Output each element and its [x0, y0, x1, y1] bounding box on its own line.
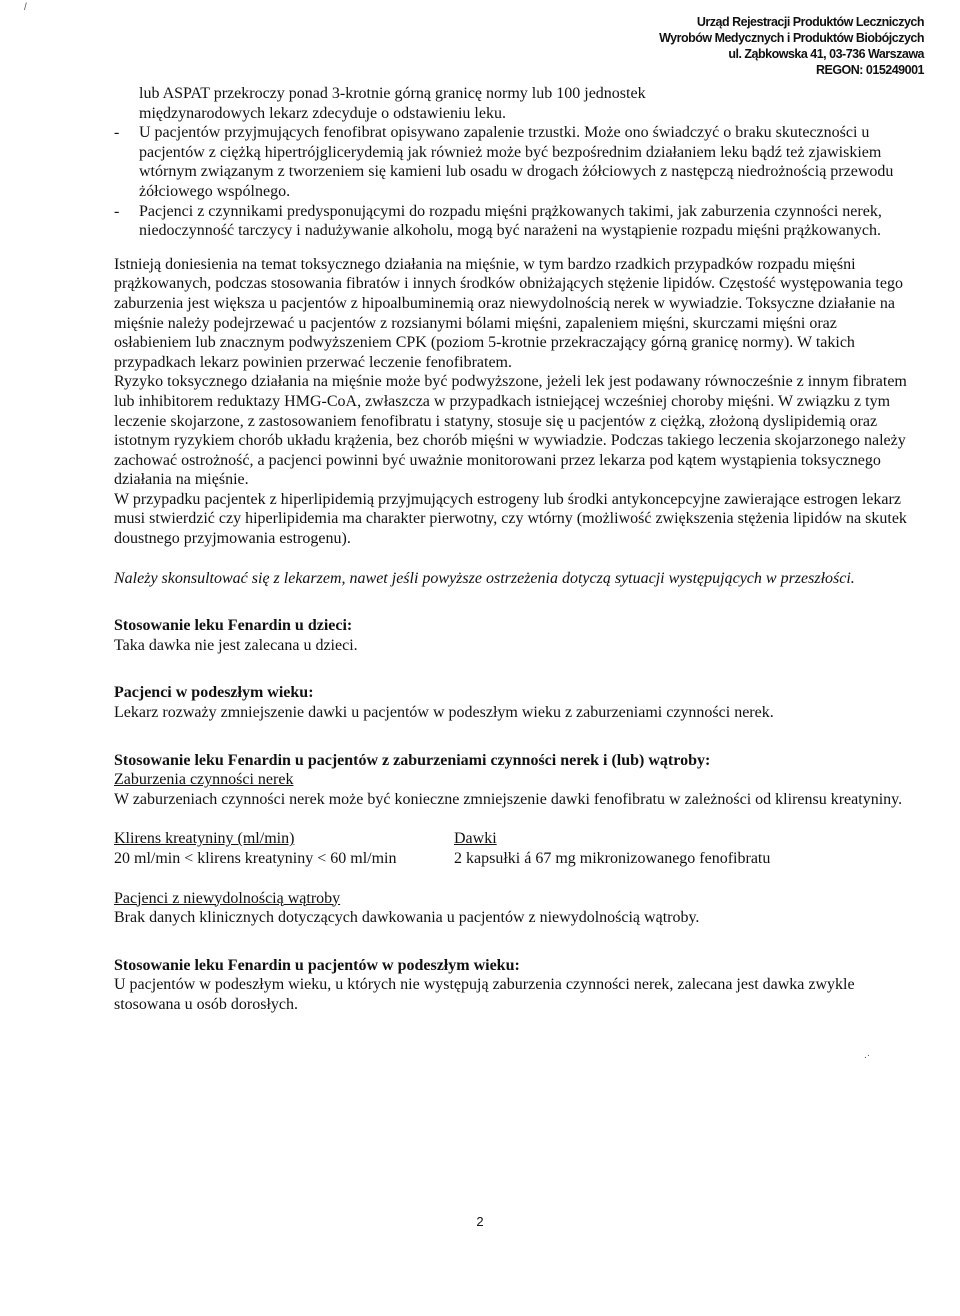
continuation-line-2: międzynarodowych lekarz zdecyduje o odstawieniu leku. — [139, 104, 506, 122]
bullet-pancreatitis — [114, 123, 914, 201]
page-number: 2 — [476, 1214, 484, 1229]
stamp-line-2: Wyrobów Medycznych i Produktów Biobójczych — [659, 31, 924, 45]
document-body — [114, 84, 914, 1015]
text-children: Taka dawka nie jest zalecana u dzieci. — [114, 636, 358, 654]
scan-mark-right: .· — [864, 1050, 871, 1061]
dosage-table-header-row — [114, 829, 834, 849]
stamp-line-3: ul. Ząbkowska 41, 03-736 Warszawa — [728, 47, 924, 61]
dosage-table-row — [114, 849, 834, 869]
dosage-table-header-clearance: Klirens kreatyniny (ml/min) — [114, 830, 295, 848]
registration-office-stamp — [659, 14, 924, 78]
dosage-table-cell-clearance: 20 ml/min < klirens kreatyniny < 60 ml/min — [114, 850, 397, 867]
note-consult-doctor: Należy skonsultować się z lekarzem, nawet jeśli powyższe ostrzeżenia dotyczą sytuacji występujących w przeszłości. — [114, 569, 855, 587]
bullet-pancreatitis-text: U pacjentów przyjmujących fenofibrat opisywano zapalenie trzustki. Może ono świadczyć o braku skuteczności u pacjentów z ciężką hipertrójglicerydemią jak również może być bezpośrednim działaniem leku bądź też zjawiskiem wtórnym związanym z tworzeniem się kamieni lub osadu w drogach żółciowych z następczą niedrożnością przewodu żółciowego wspólnego. — [139, 124, 894, 200]
text-liver: Brak danych klinicznych dotyczących dawkowania u pacjentów z niewydolnością wątroby. — [114, 909, 700, 927]
text-elderly: Lekarz rozważy zmniejszenie dawki u pacjentów w podeszłym wieku z zaburzeniami czynności nerek. — [114, 704, 774, 722]
paragraph-estrogen: W przypadku pacjentek z hiperlipidemią przyjmujących estrogeny lub środki antykoncepcyjne zawierające estrogen lekarz musi stwierdzić czy hiperlipidemia ma charakter pierwotny, czy wtórny (możliwość zwiększenia stężenia lipidów na skutek doustnego przyjmowania estrogenu). — [114, 490, 907, 548]
subheading-liver: Pacjenci z niewydolnością wątroby — [114, 889, 341, 907]
subheading-renal: Zaburzenia czynności nerek — [114, 771, 294, 789]
bullet-dash: - — [114, 124, 120, 142]
heading-renal-hepatic: Stosowanie leku Fenardin u pacjentów z zaburzeniami czynności nerek i (lub) wątroby: — [114, 751, 711, 769]
text-elderly-2: U pacjentów w podeszłym wieku, u których nie występują zaburzenia czynności nerek, zalecana jest dawka zwykle stosowana u osób dorosłych. — [114, 976, 855, 1013]
dosage-table — [114, 829, 834, 868]
stamp-line-4: REGON: 015249001 — [815, 63, 924, 77]
heading-elderly: Pacjenci w podeszłym wieku: — [114, 684, 314, 702]
scan-mark-top-left: / — [24, 2, 27, 13]
text-renal: W zaburzeniach czynności nerek może być konieczne zmniejszenie dawki fenofibratu w zależności od klirensu kreatyniny. — [114, 790, 903, 808]
paragraph-continuation — [139, 84, 914, 123]
bullet-dash: - — [114, 202, 120, 220]
bullet-risk-factors-text: Pacjenci z czynnikami predysponującymi do rozpadu mięśni prążkowanych takimi, jak zaburzenia czynności nerek, niedoczynność tarczycy i nadużywanie alkoholu, mogą być narażeni na wystąpienie rozpadu mięśni prążkowanych. — [139, 202, 882, 240]
dosage-table-cell-dose: 2 kapsułki á 67 mg mikronizowanego fenofibratu — [454, 850, 771, 867]
bullet-risk-factors — [114, 202, 914, 241]
stamp-line-1: Urząd Rejestracji Produktów Leczniczych — [696, 15, 924, 29]
dosage-table-header-dose: Dawki — [454, 830, 497, 848]
heading-children: Stosowanie leku Fenardin u dzieci: — [114, 617, 353, 635]
continuation-line-1: lub ASPAT przekroczy ponad 3-krotnie górną granicę normy lub 100 jednostek — [139, 85, 646, 102]
heading-elderly-2: Stosowanie leku Fenardin u pacjentów w podeszłym wieku: — [114, 956, 520, 974]
paragraph-muscle-toxicity: Istnieją doniesienia na temat toksycznego działania na mięśnie, w tym bardzo rzadkich przypadków rozpadu mięśni prążkowanych, podczas stosowania fibratów i innych środków obniżających stężenie lipidów. Częstość występowania tego zaburzenia jest większa u pacjentów z hipoalbuminemią oraz niewydolnością nerek w wywiadzie. Toksyczne działanie na mięśnie należy podejrzewać u pacjentów z rozsianymi bólami mięśni, zapaleniem mięśni, skurczami mięśni oraz osłabieniem lub znacznym podwyższeniem CPK (poziom 5-krotnie przekraczający górną granicę normy). W takich przypadkach lekarz powinien przerwać leczenie fenofibratem. — [114, 255, 903, 371]
paragraph-combined-therapy: Ryzyko toksycznego działania na mięśnie może być podwyższone, jeżeli lek jest podawany równocześnie z innym fibratem lub inhibitorem reduktazy HMG-CoA, zwłaszcza w przypadkach istniejącej wcześniej choroby mięśni. W związku z tym leczenie skojarzone, z zastosowaniem fenofibratu i statyny, stosuje się u pacjentów z ciężką, złożoną dyslipidemią oraz istotnym ryzykiem chorób układu krążenia, bez chorób mięśni w wywiadzie. Podczas takiego leczenia skojarzonego należy zachować ostrożność, a pacjenci powinni być uważnie monitorowani przez lekarza pod kątem wystąpienia toksycznego działania na mięśnie. — [114, 373, 907, 489]
